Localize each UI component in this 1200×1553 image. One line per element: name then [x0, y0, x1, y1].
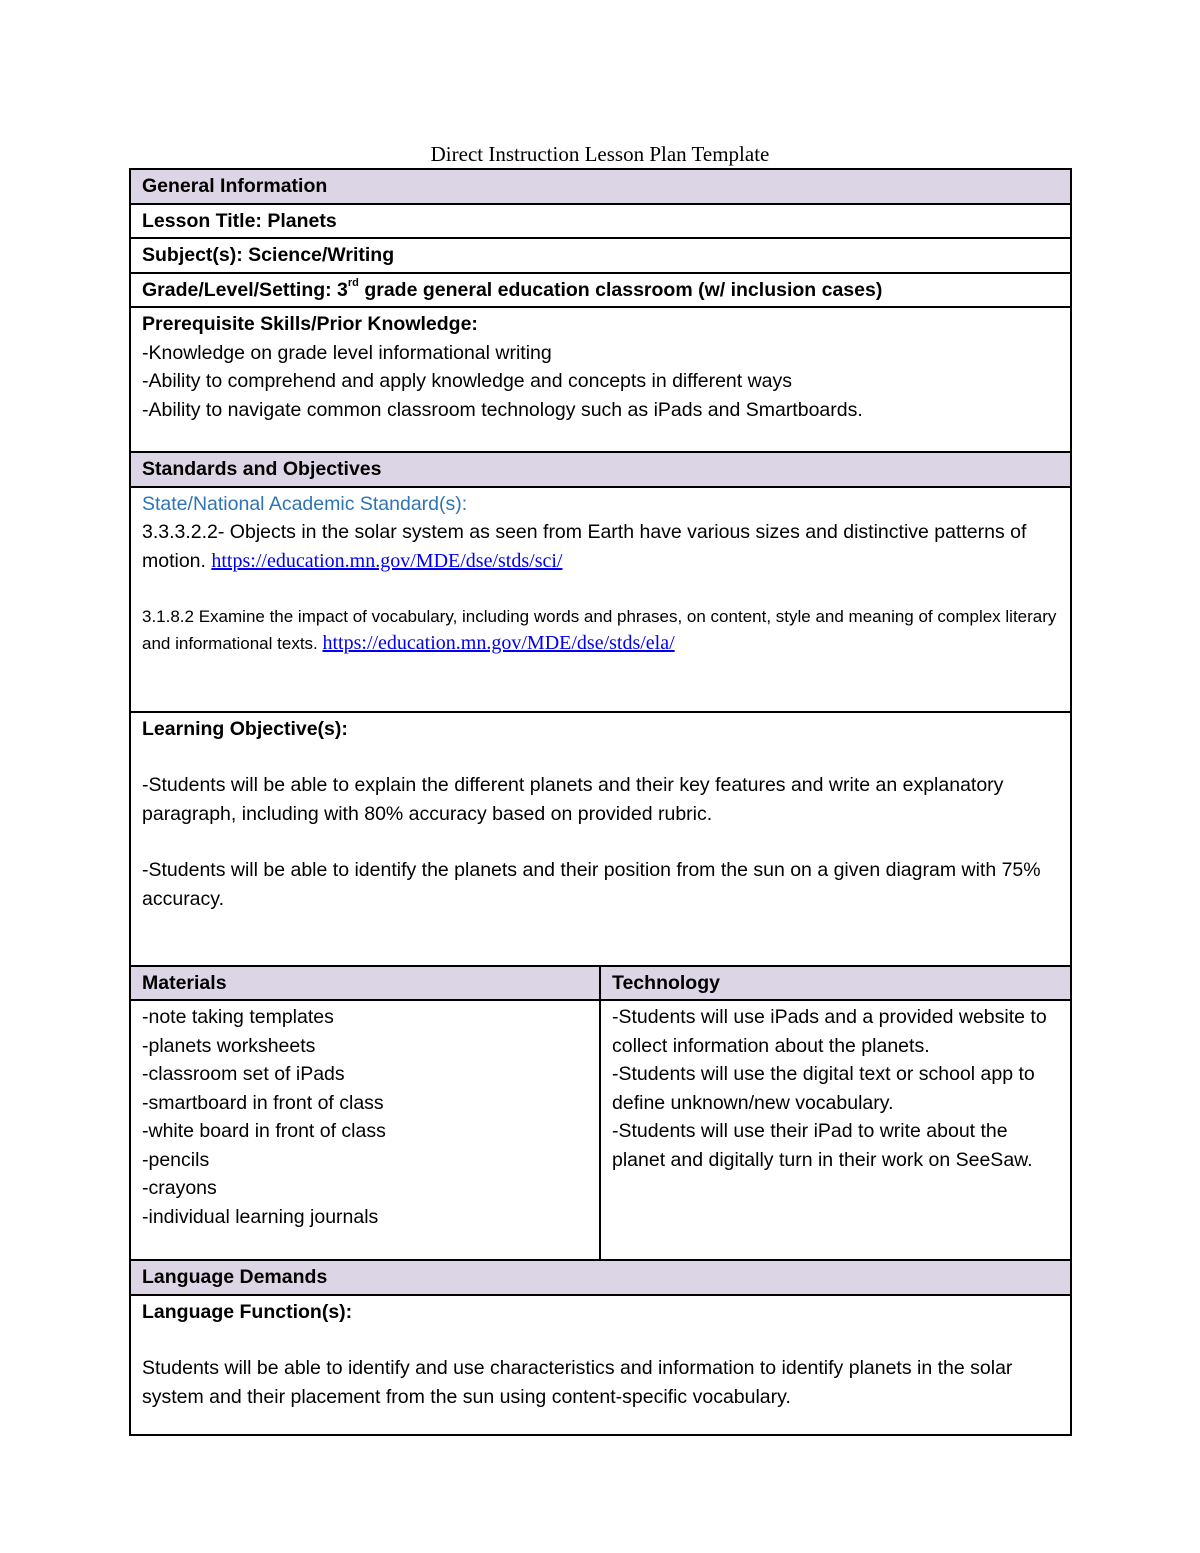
spacer — [142, 828, 1059, 856]
lesson-title-row — [130, 204, 1071, 239]
technology-list — [600, 1000, 1071, 1260]
materials-header: Materials — [130, 966, 600, 1001]
subjects: Subject(s): Science/Writing — [130, 238, 1071, 273]
general-information-header-row — [130, 169, 1071, 204]
material-item: -individual learning journals — [142, 1205, 379, 1228]
technology-item: -Students will use their iPad to write about the planet and digitally turn in their work on SeeSaw. — [612, 1120, 1033, 1171]
spacer — [142, 743, 1059, 771]
ela-standards-link[interactable]: https://education.mn.gov/MDE/dse/stds/ela/ — [322, 632, 675, 654]
grade-level-row — [130, 273, 1071, 308]
learning-objectives-row — [130, 712, 1071, 966]
academic-standards-row — [130, 487, 1071, 712]
material-item: -pencils — [142, 1148, 210, 1171]
materials-technology-header-row — [130, 966, 1071, 1001]
grade-suffix: grade general education classroom (w/ inclusion cases) — [358, 278, 883, 301]
grade-level-setting — [130, 273, 1071, 308]
prerequisite-row — [130, 307, 1071, 452]
material-item: -note taking templates — [142, 1006, 334, 1028]
language-demands-header: Language Demands — [130, 1260, 1071, 1295]
learning-objectives-cell — [130, 712, 1071, 966]
lesson-title: Lesson Title: Planets — [130, 204, 1071, 239]
learning-objectives-heading: Learning Objective(s): — [142, 717, 348, 740]
learning-objective: -Students will be able to identify the planets and their position from the sun on a given diagram with 75% accuracy. — [142, 859, 1041, 910]
material-item: -white board in front of class — [142, 1120, 386, 1142]
language-function-heading: Language Function(s): — [142, 1300, 353, 1323]
standards-objectives-header: Standards and Objectives — [130, 452, 1071, 487]
prerequisite-item: -Knowledge on grade level informational writing — [142, 341, 552, 364]
spacer — [142, 1326, 1059, 1354]
language-function-cell — [130, 1295, 1071, 1435]
prerequisite-heading: Prerequisite Skills/Prior Knowledge: — [142, 313, 478, 335]
materials-technology-row — [130, 1000, 1071, 1260]
academic-standards-cell — [130, 487, 1071, 712]
language-function-row — [130, 1295, 1071, 1435]
grade-prefix: Grade/Level/Setting: 3 — [142, 278, 348, 301]
science-standards-link[interactable]: https://education.mn.gov/MDE/dse/stds/sci/ — [211, 549, 563, 572]
standard-science-text: 3.3.3.2.2- Objects in the solar system as seen from Earth have various sizes and distinctive patterns of motion. — [142, 521, 1027, 572]
spacer — [142, 575, 1059, 603]
language-demands-header-row — [130, 1260, 1071, 1295]
subjects-row — [130, 238, 1071, 273]
lesson-plan-table — [129, 168, 1072, 1436]
standard-science — [142, 518, 1059, 575]
document-title: Direct Instruction Lesson Plan Template — [430, 142, 770, 166]
language-function-text: Students will be able to identify and use characteristics and information to identify planets in the solar system and their placement from the sun using content-specific vocabulary. — [142, 1357, 1013, 1408]
standards-header-row — [130, 452, 1071, 487]
material-item: -smartboard in front of class — [142, 1091, 384, 1114]
grade-superscript: rd — [347, 276, 359, 289]
prerequisite-cell — [130, 307, 1071, 452]
standard-ela-text: 3.1.8.2 Examine the impact of vocabulary, including words and phrases, on content, style and meaning of complex literary and informational texts. — [142, 607, 1057, 653]
technology-item: -Students will use iPads and a provided website to collect information about the planets. — [612, 1006, 1047, 1057]
academic-standards-heading: State/National Academic Standard(s): — [142, 492, 468, 515]
material-item: -planets worksheets — [142, 1034, 316, 1057]
standard-ela — [142, 603, 1059, 657]
technology-header: Technology — [600, 966, 1071, 1001]
material-item: -crayons — [142, 1177, 217, 1199]
prerequisite-item: -Ability to navigate common classroom technology such as iPads and Smartboards. — [142, 398, 863, 421]
material-item: -classroom set of iPads — [142, 1063, 345, 1085]
general-information-header: General Information — [130, 169, 1071, 204]
prerequisite-item: -Ability to comprehend and apply knowledge and concepts in different ways — [142, 370, 793, 392]
materials-list — [130, 1000, 600, 1260]
learning-objective: -Students will be able to explain the different planets and their key features and write an explanatory paragraph, including with 80% accuracy based on provided rubric. — [142, 774, 1004, 825]
technology-item: -Students will use the digital text or school app to define unknown/new vocabulary. — [612, 1063, 1035, 1114]
